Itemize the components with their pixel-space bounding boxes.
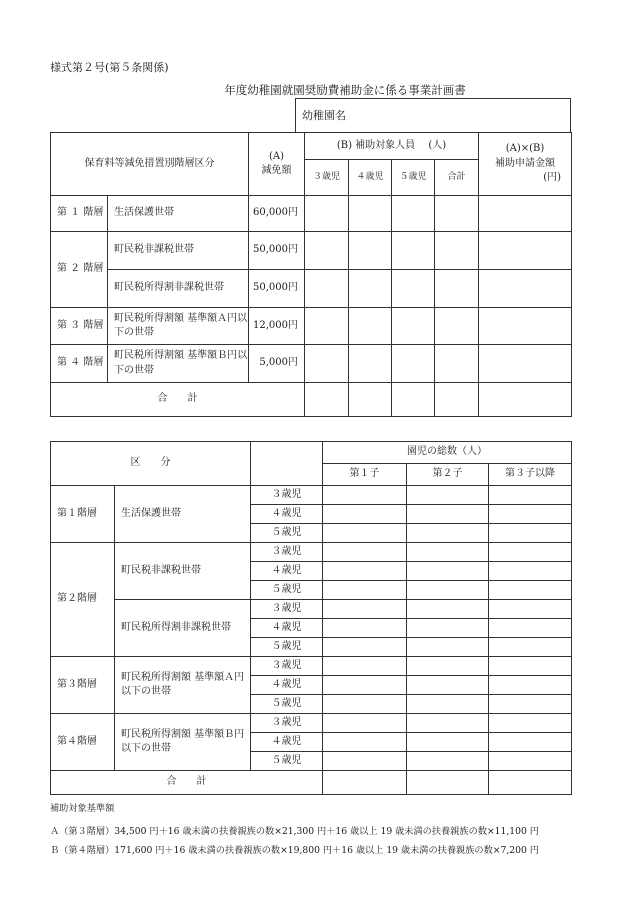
input-cell[interactable] [305, 196, 349, 232]
document-title: 年度幼稚園就園奨励費補助金に係る事業計画書 [224, 83, 466, 97]
header-age-3: ３歳児 [305, 160, 349, 196]
age-label: ４歳児 [251, 733, 323, 752]
tier-label: 第 ２ 階層 [51, 232, 108, 308]
header-first-child: 第１子 [323, 464, 407, 486]
header-classification: 保育料等減免措置別階層区分 [51, 133, 249, 196]
header-a-text: 減免額 [261, 165, 292, 176]
input-cell[interactable] [323, 733, 407, 752]
age-label: ５歳児 [251, 524, 323, 543]
input-cell[interactable] [489, 657, 572, 676]
age-label: ５歳児 [251, 638, 323, 657]
household-label: 町民税所得割額 基準額Ｂ円以下の世帯 [108, 345, 249, 383]
input-cell[interactable] [407, 657, 489, 676]
header-classification: 区 分 [51, 442, 251, 486]
age-label: ５歳児 [251, 695, 323, 714]
tier-label: 第２階層 [51, 543, 115, 657]
input-cell[interactable] [407, 505, 489, 524]
input-cell[interactable] [407, 562, 489, 581]
table-row [51, 486, 572, 505]
tier-label: 第 ３ 階層 [51, 308, 108, 345]
age-label: ３歳児 [251, 600, 323, 619]
input-cell[interactable] [323, 505, 407, 524]
header-amount-formula: (A)×(B) [505, 143, 545, 155]
table-row [51, 232, 572, 270]
input-cell[interactable] [305, 345, 349, 383]
reduction-amount: 50,000円 [249, 270, 305, 308]
household-label: 町民税非課税世帯 [108, 232, 249, 270]
input-cell[interactable] [407, 733, 489, 752]
kindergarten-name-box [295, 98, 571, 133]
input-cell[interactable] [323, 524, 407, 543]
input-cell[interactable] [489, 676, 572, 695]
input-cell[interactable] [489, 600, 572, 619]
input-cell[interactable] [479, 345, 572, 383]
input-cell[interactable] [392, 232, 435, 270]
input-cell[interactable] [392, 196, 435, 232]
header-amount-unit: (円) [543, 172, 561, 184]
age-label: ５歳児 [251, 752, 323, 771]
household-label: 町民税所得割非課税世帯 [115, 600, 251, 657]
tier-label: 第３階層 [51, 657, 115, 714]
header-amount-label: 補助申請金額 [495, 157, 555, 169]
tier-label: 第１階層 [51, 486, 115, 543]
table-row [51, 714, 572, 733]
household-label: 生活保護世帯 [115, 486, 251, 543]
table-row [51, 543, 572, 562]
table-row [51, 270, 572, 308]
input-cell[interactable] [392, 345, 435, 383]
input-cell[interactable] [305, 308, 349, 345]
header-age-4: ４歳児 [349, 160, 392, 196]
age-label: ３歳児 [251, 714, 323, 733]
tier-label: 第 ４ 階層 [51, 345, 108, 383]
input-cell[interactable] [479, 383, 572, 417]
tier-label: 第 １ 階層 [51, 196, 108, 232]
input-cell[interactable] [489, 524, 572, 543]
table-row [51, 600, 572, 619]
input-cell[interactable] [305, 383, 349, 417]
input-cell[interactable] [407, 543, 489, 562]
reduction-amount: 5,000円 [249, 345, 305, 383]
input-cell[interactable] [435, 270, 479, 308]
age-label: ４歳児 [251, 619, 323, 638]
input-cell[interactable] [323, 657, 407, 676]
input-cell[interactable] [323, 676, 407, 695]
tier-label: 第４階層 [51, 714, 115, 771]
total-label: 合 計 [51, 771, 323, 795]
input-cell[interactable] [435, 196, 479, 232]
age-label: ３歳児 [251, 657, 323, 676]
header-children-total: 園児の総数（人） [323, 442, 572, 464]
input-cell[interactable] [489, 619, 572, 638]
reduction-amount: 50,000円 [249, 232, 305, 270]
children-count-table [50, 441, 572, 795]
input-cell[interactable] [349, 270, 392, 308]
header-third-child: 第３子以降 [489, 464, 572, 486]
input-cell[interactable] [349, 383, 392, 417]
input-cell[interactable] [435, 345, 479, 383]
table-row [51, 196, 572, 232]
household-label: 町民税所得割額 基準額Ａ円以下の世帯 [115, 657, 251, 714]
input-cell[interactable] [323, 543, 407, 562]
input-cell[interactable] [479, 308, 572, 345]
age-label: ４歳児 [251, 676, 323, 695]
input-cell[interactable] [435, 308, 479, 345]
input-cell[interactable] [407, 695, 489, 714]
age-label: ５歳児 [251, 581, 323, 600]
header-age-5: ５歳児 [392, 160, 435, 196]
input-cell[interactable] [323, 714, 407, 733]
household-label: 町民税所得割非課税世帯 [108, 270, 249, 308]
input-cell[interactable] [489, 638, 572, 657]
header-reduction-amount [249, 133, 305, 196]
input-cell[interactable] [479, 270, 572, 308]
footnote-line-b: Ｂ（第４階層）171,600 円＋16 歳未満の扶養親族の数×19,800 円＋16 歳以上 19 歳未満の扶養親族の数×7,200 円 [50, 845, 539, 856]
age-label: ４歳児 [251, 562, 323, 581]
input-cell[interactable] [392, 308, 435, 345]
input-cell[interactable] [407, 771, 489, 795]
input-cell[interactable] [305, 270, 349, 308]
input-cell[interactable] [407, 714, 489, 733]
input-cell[interactable] [489, 505, 572, 524]
input-cell[interactable] [489, 486, 572, 505]
form-label: 様式第２号(第５条関係) [50, 61, 169, 74]
age-label: ３歳児 [251, 486, 323, 505]
input-cell[interactable] [323, 600, 407, 619]
subsidy-table [50, 132, 572, 417]
input-cell[interactable] [479, 232, 572, 270]
household-label: 町民税所得割額 基準額Ａ円以下の世帯 [108, 308, 249, 345]
input-cell[interactable] [489, 543, 572, 562]
total-row [51, 383, 572, 417]
input-cell[interactable] [489, 562, 572, 581]
table-row [51, 657, 572, 676]
input-cell[interactable] [323, 771, 407, 795]
input-cell[interactable] [392, 270, 435, 308]
header-application-amount [479, 133, 572, 196]
input-cell[interactable] [489, 771, 572, 795]
header-a-label: (A) [268, 150, 285, 162]
input-cell[interactable] [323, 752, 407, 771]
input-cell[interactable] [479, 196, 572, 232]
input-cell[interactable] [305, 232, 349, 270]
input-cell[interactable] [323, 695, 407, 714]
table-row [51, 345, 572, 383]
input-cell[interactable] [435, 232, 479, 270]
age-label: ４歳児 [251, 505, 323, 524]
input-cell[interactable] [323, 562, 407, 581]
header-second-child: 第２子 [407, 464, 489, 486]
table-row [51, 308, 572, 345]
input-cell[interactable] [435, 383, 479, 417]
total-row [51, 771, 572, 795]
input-cell[interactable] [323, 619, 407, 638]
input-cell[interactable] [349, 308, 392, 345]
input-cell[interactable] [489, 714, 572, 733]
household-label: 生活保護世帯 [108, 196, 249, 232]
input-cell[interactable] [407, 600, 489, 619]
input-cell[interactable] [323, 581, 407, 600]
input-cell[interactable] [349, 232, 392, 270]
header-age-blank [251, 442, 323, 486]
household-label: 町民税所得割額 基準額Ｂ円以下の世帯 [115, 714, 251, 771]
input-cell[interactable] [407, 752, 489, 771]
input-cell[interactable] [323, 486, 407, 505]
input-cell[interactable] [392, 383, 435, 417]
footnote-line-a: Ａ（第３階層）34,500 円＋16 歳未満の扶養親族の数×21,300 円＋16 歳以上 19 歳未満の扶養親族の数×11,100 円 [50, 826, 539, 837]
input-cell[interactable] [489, 752, 572, 771]
input-cell[interactable] [407, 524, 489, 543]
age-label: ３歳児 [251, 543, 323, 562]
input-cell[interactable] [489, 733, 572, 752]
input-cell[interactable] [407, 638, 489, 657]
input-cell[interactable] [489, 695, 572, 714]
footnote-heading: 補助対象基準額 [50, 803, 115, 814]
input-cell[interactable] [407, 619, 489, 638]
input-cell[interactable] [407, 486, 489, 505]
total-label: 合 計 [51, 383, 305, 417]
reduction-amount: 12,000円 [249, 308, 305, 345]
household-label: 町民税非課税世帯 [115, 543, 251, 600]
input-cell[interactable] [489, 581, 572, 600]
header-target-people: (B) 補助対象人員 (人) [305, 133, 479, 160]
input-cell[interactable] [407, 676, 489, 695]
input-cell[interactable] [349, 196, 392, 232]
input-cell[interactable] [323, 638, 407, 657]
reduction-amount: 60,000円 [249, 196, 305, 232]
header-sum: 合計 [435, 160, 479, 196]
input-cell[interactable] [349, 345, 392, 383]
kindergarten-name-label: 幼稚園名 [296, 99, 571, 133]
input-cell[interactable] [407, 581, 489, 600]
